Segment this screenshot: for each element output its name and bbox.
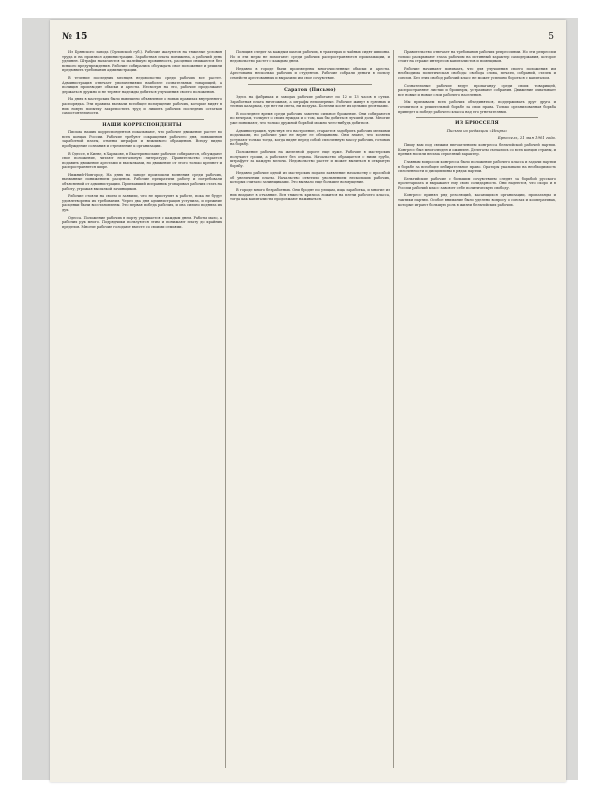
paragraph: Письма наших корреспондентов показывают, что рабочее движение растет во всех концах России. Рабочие требуют сокращения рабочего дня, повышения заработной платы, отмены штрафов и вежливого обращения. Всюду видно пробуждение сознания и стремление к организации.: [62, 130, 222, 148]
paragraph: В последнее время среди рабочих заметно сильное брожение. Они собираются по вечерам, толкуют о своих нуждах и о том, как бы добиться лучшей доли. Многие уже понимают, что только дружной борьбой можно чего-нибудь добиться.: [230, 111, 390, 125]
paragraph: Мы призываем всех рабочих объединяться, поддерживать друг друга и готовиться к решительной борьбе за свои права. Только организованная борьба приведет к победе рабочего класса над его угнетателями.: [398, 100, 556, 114]
paragraph: Правительство отвечает на требования рабочих репрессиями. Но эти репрессии только раскрывают глаза рабочим на истинный характер самодержавия, которое стоит на страже интересов капиталистов и помещиков.: [398, 50, 556, 64]
section-separator: [416, 117, 538, 118]
section-heading: НАШИ КОРРЕСПОНДЕНТЫ: [102, 122, 182, 128]
paragraph: Бельгийские рабочие с большим сочувствием следят за борьбой русского пролетариата и выражают ему свою солидарность. Они надеются, что скоро и в России рабочий класс завоюет себе политическую свободу.: [398, 176, 556, 190]
column-divider: [225, 50, 226, 768]
paragraph: Здесь на фабриках и заводах рабочие работают по 12 и 13 часов в сутки. Заработная плата ничтожная, а штрафы непомерные. Рабочие живут в грязных и тесных казармах, где нет ни света, ни воздуха. Болезни косят их целыми десятками.: [230, 94, 390, 109]
paragraph: Положение рабочих на железной дороге еще хуже. Рабочие в мастерских получают гроши, а работают без отдыха. Начальство обращается с ними грубо, штрафует за каждую мелочь. Недовольство растет и может вылиться в открытую борьбу.: [230, 149, 390, 168]
paragraph: Рабочие начинают понимать, что для улучшения своего положения им необходима политическая свобода: свобода слова, печати, собраний, стачек и союзов. Без этих свобод рабочий класс не может успешно бороться с капиталом.: [398, 66, 556, 80]
section-heading: Саратов (Письмо): [284, 87, 336, 93]
column-divider: [393, 50, 394, 768]
dateline: Брюссель, 21 мая 1901 года.: [497, 135, 556, 141]
paragraph: Главным вопросом конгресса было положение рабочего класса и задачи партии в борьбе за всеобщее избирательное право. Ораторы указывали на необходимость сплоченности и дисциплины в рядах партии.: [398, 159, 556, 174]
newspaper-page: [50, 20, 566, 782]
paragraph: Из Брянского завода (Орловской губ.). Рабочие жалуются на тяжелые условия труда и на произвол администрации. Заработная плата понижена, а рабочий день удлинен. Штрафы налагаются за малейшую провинность, расценки снижаются без всякого предупреждения. Рабочие собирались обсуждать свое положение и решили предъявить требования администрации.: [62, 50, 222, 73]
issue-number: № 15: [62, 32, 88, 42]
paragraph: В Одессе, в Киеве, в Харькове, в Екатеринославе рабочие собираются, обсуждают свое положение, читают нелегальную литературу. Правительство старается подавить движение арестами и высылками, но движение от этого только крепнет и распространяется шире.: [62, 151, 222, 170]
paragraph: В течение последних месяцев недовольство среди рабочих все растет. Администрация отвечает увольнениями наиболее сознательных товарищей, а полиция производит обыски и аресты. Несмотря на это, рабочие продолжают держаться дружно и не теряют надежды добиться улучшения своего положения.: [62, 75, 222, 94]
column-right: [398, 50, 556, 768]
paragraph: На днях в мастерских было вывешено объявление о новых правилах внутреннего распорядка. Эти правила вызвали всеобщее возмущение рабочих, которые видят в них новую попытку закрепостить труд и лишить рабочих последних остатков самостоятельности.: [62, 97, 222, 116]
page-header: [62, 32, 554, 46]
page-number: 5: [548, 32, 554, 42]
section-separator: [248, 84, 372, 85]
column-left: [62, 50, 222, 768]
section-subtitle: Письмо из редакции «Искры»: [446, 127, 508, 133]
paragraph: Недавно в городе были произведены многочисленные обыски и аресты. Арестованы несколько рабочих и студентов. Рабочие собрали деньги в пользу семейств арестованных и выразили им свое сочувствие.: [230, 66, 390, 80]
section-separator: [80, 119, 204, 120]
paragraph: Одесса. Положение рабочих в порту ухудшается с каждым днем. Работы мало, а рабочих рук много. Подрядчики пользуются этим и понижают плату до крайних пределов. Многие рабочие голодают вместе со своими семьями.: [62, 215, 222, 229]
paragraph: Нижний-Новгород. На днях на заводе произошли волнения среди рабочих, вызванные понижением расценок. Рабочие прекратили работу и потребовали объяснений от администрации. Приехавший исправник уговаривал рабочих стать на работу, угрожая высылкой зачинщиков.: [62, 172, 222, 191]
paragraph: Полиция следит за каждым шагом рабочих, в трактирах и чайных сидят шпионы. Но и эти меры не помогают: среди рабочих распространяются прокламации, и недовольство растет с каждым днем.: [230, 50, 390, 64]
paragraph: Администрация, чувствуя это настроение, старается задобрить рабочих мелкими подачками, но рабочие уже не верят ее обещаниям. Они знают, что хозяева уступают только тогда, когда видят перед собой сплоченную массу рабочих, готовых на борьбу.: [230, 128, 390, 147]
paragraph: Сознательные рабочие ведут пропаганду среди своих товарищей, распространяют листки и брошюры, устраивают собрания. Движение охватывает все новые и новые слои рабочего населения.: [398, 83, 556, 97]
paragraph: В городе много безработных. Они бродят по улицам, ища заработка, и многие из них впадают в отчаяние. Вся тяжесть кризиса ложится на плечи рабочего класса, тогда как капиталисты продолжают наживаться.: [230, 188, 390, 202]
section-heading: ИЗ БРЮССЕЛЯ: [455, 121, 499, 127]
paragraph: Недавно рабочие одной из мастерских подали заявление начальству с просьбой об увеличении платы. Начальство ответило увольнением нескольких рабочих, которых считало зачинщиками. Это вызвало еще большее возмущение.: [230, 171, 390, 185]
paragraph: Рабочие стояли на своем и заявили, что не приступят к работе, пока не будут удовлетворены их требования. Через два дня администрация уступила, и прежние расценки были восстановлены. Это первая победа рабочих, и она сильно подняла их дух.: [62, 194, 222, 213]
column-middle: [230, 50, 390, 768]
paragraph: Пишу вам под свежим впечатлением конгресса бельгийской рабочей партии. Конгресс был многолюден и оживлен. Делегаты съехались со всех концов страны, и прения носили весьма серьезный характер.: [398, 143, 556, 157]
paragraph: Конгресс принял ряд резолюций, касающихся организации, пропаганды и тактики партии. Особое внимание было уделено вопросу о союзах и кооперативах, которые играют большую роль в жизни бельгийских рабочих.: [398, 193, 556, 207]
